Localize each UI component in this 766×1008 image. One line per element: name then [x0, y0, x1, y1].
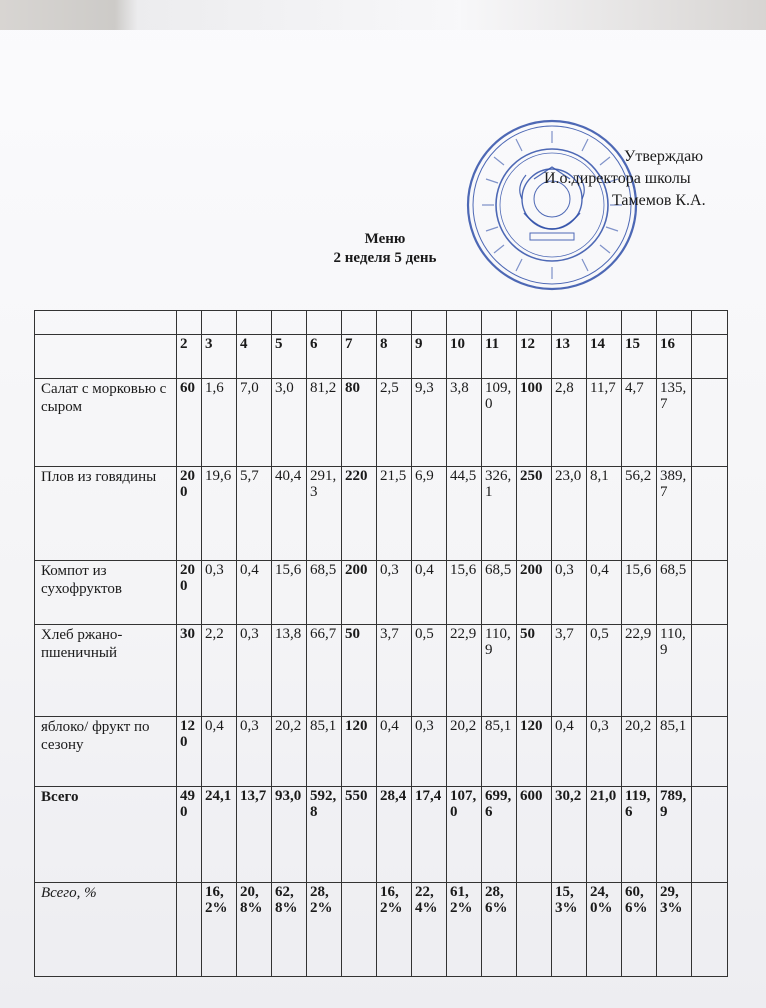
table-cell: 11,7: [587, 379, 622, 467]
table-cell: 68,5: [307, 561, 342, 625]
header-cell: 14: [587, 335, 622, 379]
table-cell: 24,0%: [587, 883, 622, 977]
table-cell: 110,9: [657, 625, 692, 717]
header-cell: 13: [552, 335, 587, 379]
table-cell: 2,5: [377, 379, 412, 467]
table-cell: 291,3: [307, 467, 342, 561]
table-cell: [692, 787, 728, 883]
table-cell: 1,6: [202, 379, 237, 467]
table-cell: 200: [177, 561, 202, 625]
table-cell: 120: [342, 717, 377, 787]
header-cell: 5: [272, 335, 307, 379]
table-row: [35, 379, 728, 467]
table-cell: 789,9: [657, 787, 692, 883]
table-cell: 6,9: [412, 467, 447, 561]
table-cell: 62,8%: [272, 883, 307, 977]
table-row: [35, 717, 728, 787]
percent-row: [35, 883, 728, 977]
table-cell: 56,2: [622, 467, 657, 561]
table-cell: [692, 625, 728, 717]
table-cell: [692, 467, 728, 561]
table-cell: 135,7: [657, 379, 692, 467]
table-cell: 21,0: [587, 787, 622, 883]
table-cell: 13,8: [272, 625, 307, 717]
column-number-row: [35, 335, 728, 379]
table-cell: 0,5: [587, 625, 622, 717]
table-cell: 550: [342, 787, 377, 883]
table-cell: 44,5: [447, 467, 482, 561]
table-cell: 28,6%: [482, 883, 517, 977]
table-cell: 200: [342, 561, 377, 625]
table-cell: 68,5: [657, 561, 692, 625]
table-cell: 66,7: [307, 625, 342, 717]
table-cell: 326,1: [482, 467, 517, 561]
table-cell: 80: [342, 379, 377, 467]
table-cell: [692, 717, 728, 787]
header-cell: 9: [412, 335, 447, 379]
table-cell: 15,3%: [552, 883, 587, 977]
table-cell: 85,1: [307, 717, 342, 787]
approval-line-3: Тамемов К.А.: [612, 192, 706, 209]
table-cell: 28,4: [377, 787, 412, 883]
table-cell: 22,9: [447, 625, 482, 717]
table-cell: 50: [517, 625, 552, 717]
table-cell: [177, 883, 202, 977]
table-cell: 23,0: [552, 467, 587, 561]
table-cell: [692, 561, 728, 625]
table-cell: 15,6: [272, 561, 307, 625]
dish-name: Хлеб ржано-пшеничный: [35, 625, 177, 717]
table-cell: 17,4: [412, 787, 447, 883]
table-cell: 60,6%: [622, 883, 657, 977]
table-cell: 8,1: [587, 467, 622, 561]
table-cell: 0,3: [412, 717, 447, 787]
header-cell: 15: [622, 335, 657, 379]
table-cell: 100: [517, 379, 552, 467]
percent-label: Всего, %: [35, 883, 177, 977]
table-cell: 200: [177, 467, 202, 561]
table-cell: 21,5: [377, 467, 412, 561]
table-cell: 19,6: [202, 467, 237, 561]
header-cell: 16: [657, 335, 692, 379]
table-cell: 13,7: [237, 787, 272, 883]
table-cell: 2,2: [202, 625, 237, 717]
background-edge: [0, 0, 766, 30]
total-label: Всего: [35, 787, 177, 883]
menu-table: [34, 310, 728, 977]
header-cell: 11: [482, 335, 517, 379]
table-cell: 61,2%: [447, 883, 482, 977]
table-cell: 0,3: [552, 561, 587, 625]
table-cell: 15,6: [622, 561, 657, 625]
header-cell: 6: [307, 335, 342, 379]
table-cell: 4,7: [622, 379, 657, 467]
table-cell: [692, 379, 728, 467]
table-row: [35, 467, 728, 561]
table-cell: 120: [177, 717, 202, 787]
table-cell: 699,6: [482, 787, 517, 883]
table-cell: 0,3: [377, 561, 412, 625]
table-cell: 107,0: [447, 787, 482, 883]
table-cell: 119,6: [622, 787, 657, 883]
approval-line-2: И.о.директора школы: [544, 170, 691, 187]
table-cell: 7,0: [237, 379, 272, 467]
table-cell: 30: [177, 625, 202, 717]
table-cell: 250: [517, 467, 552, 561]
total-row: [35, 787, 728, 883]
table-cell: [342, 883, 377, 977]
table-cell: 600: [517, 787, 552, 883]
header-cell: 8: [377, 335, 412, 379]
header-cell: 2: [177, 335, 202, 379]
table-cell: 24,1: [202, 787, 237, 883]
table-cell: 0,4: [237, 561, 272, 625]
table-cell: 22,9: [622, 625, 657, 717]
title-line-1: Меню: [364, 231, 406, 247]
table-cell: 0,3: [202, 561, 237, 625]
table-cell: [692, 883, 728, 977]
blank-header-row: [35, 311, 728, 335]
approval-line-1: Утверждаю: [624, 148, 704, 165]
table-cell: 109,0: [482, 379, 517, 467]
table-cell: 2,8: [552, 379, 587, 467]
table-cell: 3,8: [447, 379, 482, 467]
table-cell: 0,4: [587, 561, 622, 625]
table-cell: 50: [342, 625, 377, 717]
table-cell: 28,2%: [307, 883, 342, 977]
table-cell: 29,3%: [657, 883, 692, 977]
table-cell: 9,3: [412, 379, 447, 467]
dish-name: Салат с морковью с сыром: [35, 379, 177, 467]
title-line-2: 2 неделя 5 день: [333, 250, 437, 266]
table-cell: 0,4: [377, 717, 412, 787]
table-cell: 5,7: [237, 467, 272, 561]
table-cell: 15,6: [447, 561, 482, 625]
dish-name: Компот из сухофруктов: [35, 561, 177, 625]
table-cell: 0,4: [552, 717, 587, 787]
table-cell: 20,8%: [237, 883, 272, 977]
table-cell: 16,2%: [202, 883, 237, 977]
table-row: [35, 625, 728, 717]
table-cell: 0,3: [237, 625, 272, 717]
table-cell: 592,8: [307, 787, 342, 883]
table-cell: 490: [177, 787, 202, 883]
header-cell: 7: [342, 335, 377, 379]
table-cell: 3,7: [552, 625, 587, 717]
table-cell: 60: [177, 379, 202, 467]
table-cell: 85,1: [482, 717, 517, 787]
table-cell: 0,4: [412, 561, 447, 625]
header-cell: 3: [202, 335, 237, 379]
table-cell: 68,5: [482, 561, 517, 625]
header-cell: [692, 335, 728, 379]
dish-name: Плов из говядины: [35, 467, 177, 561]
header-cell: 4: [237, 335, 272, 379]
table-cell: 0,4: [202, 717, 237, 787]
table-cell: 3,7: [377, 625, 412, 717]
table-cell: 40,4: [272, 467, 307, 561]
header-cell: [35, 335, 177, 379]
dish-name: яблоко/ фрукт по сезону: [35, 717, 177, 787]
table-cell: 0,5: [412, 625, 447, 717]
approval-block: [544, 146, 706, 212]
table-cell: 81,2: [307, 379, 342, 467]
table-cell: 20,2: [447, 717, 482, 787]
table-cell: 30,2: [552, 787, 587, 883]
table-cell: 389,7: [657, 467, 692, 561]
table-cell: [517, 883, 552, 977]
table-cell: 93,0: [272, 787, 307, 883]
table-cell: 220: [342, 467, 377, 561]
header-cell: 10: [447, 335, 482, 379]
table-cell: 3,0: [272, 379, 307, 467]
table-cell: 22,4%: [412, 883, 447, 977]
table-cell: 0,3: [587, 717, 622, 787]
table-cell: 16,2%: [377, 883, 412, 977]
table-cell: 120: [517, 717, 552, 787]
document-title: [290, 230, 480, 268]
table-cell: 200: [517, 561, 552, 625]
table-cell: 85,1: [657, 717, 692, 787]
table-cell: 0,3: [237, 717, 272, 787]
table-cell: 110,9: [482, 625, 517, 717]
table-row: [35, 561, 728, 625]
table-cell: 20,2: [272, 717, 307, 787]
header-cell: 12: [517, 335, 552, 379]
table-cell: 20,2: [622, 717, 657, 787]
